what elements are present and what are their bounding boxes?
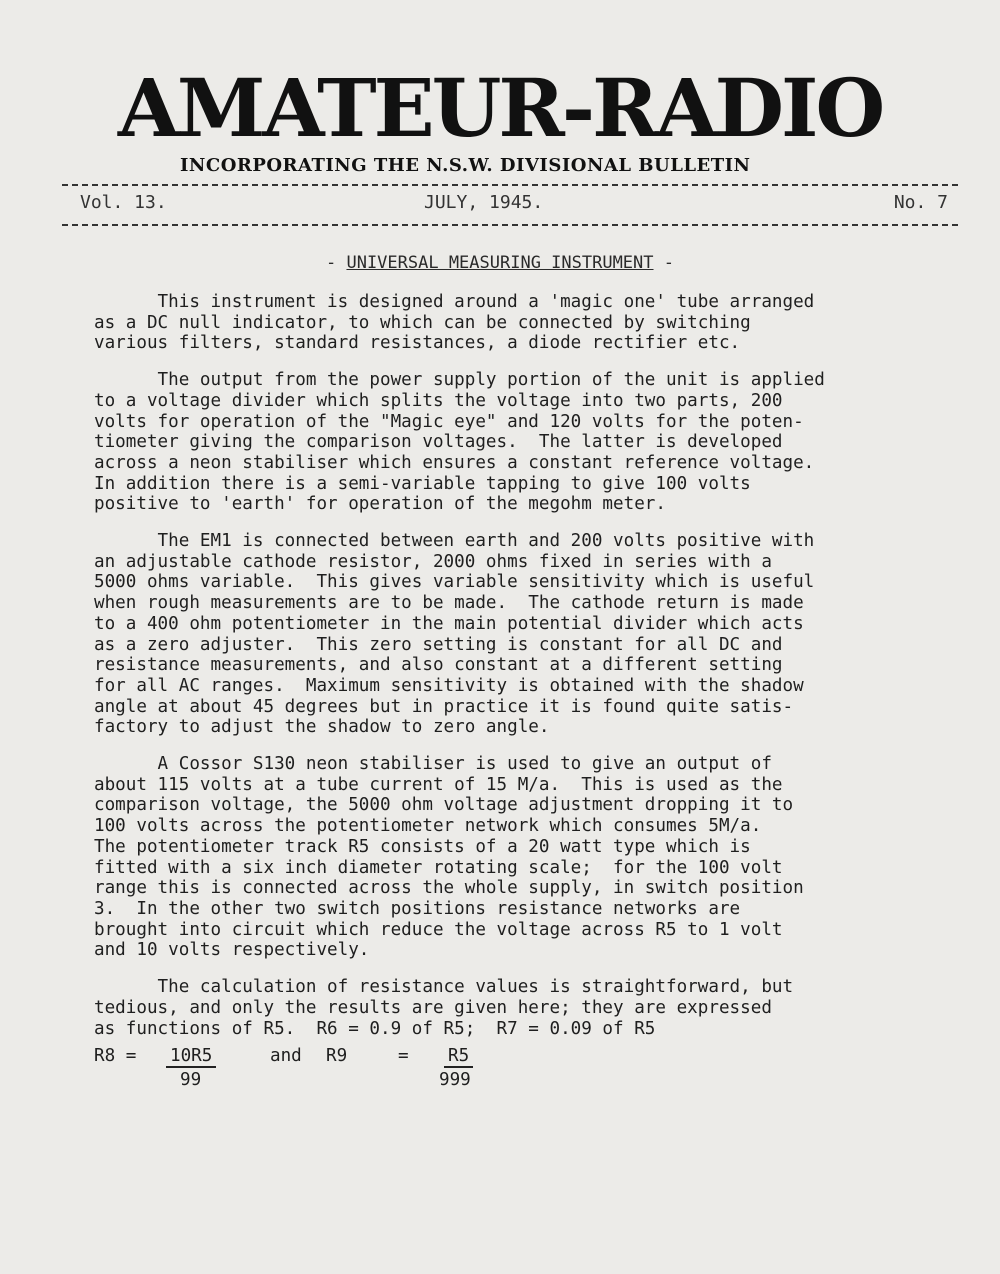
paragraph	[94, 531, 954, 738]
paragraph	[94, 977, 954, 1039]
paragraph-line: for all AC ranges. Maximum sensitivity is obtained with the shadow	[94, 675, 804, 696]
paragraph-line: 100 volts across the potentiometer network which consumes 5M/a.	[94, 816, 762, 837]
issue-number: No. 7	[893, 192, 948, 213]
paragraph	[94, 754, 954, 961]
paragraph-line: to a voltage divider which splits the voltage into two parts, 200	[94, 390, 783, 411]
paragraph	[94, 292, 954, 354]
article-title	[0, 253, 1000, 273]
paragraph-line: In addition there is a semi-variable tapping to give 100 volts	[94, 473, 751, 494]
article-title-suffix: -	[653, 253, 674, 273]
paragraph-line: tiometer giving the comparison voltages. The latter is developed	[94, 432, 783, 453]
r8-numerator: 10R5	[166, 1046, 216, 1068]
paragraph-line: range this is connected across the whole supply, in switch position	[94, 878, 804, 899]
issue-volume: Vol. 13.	[80, 192, 167, 213]
paragraph-line: various filters, standard resistances, a diode rectifier etc.	[94, 333, 741, 354]
paragraph-line: fitted with a six inch diameter rotating scale; for the 100 volt	[94, 857, 783, 878]
r9-denominator: 999	[439, 1070, 471, 1090]
masthead-subtitle: INCORPORATING THE N.S.W. DIVISIONAL BULLETIN	[180, 155, 751, 176]
paragraph-line: The calculation of resistance values is straightforward, but	[94, 977, 794, 998]
article-title-prefix: -	[325, 253, 347, 273]
paragraph-line: 5000 ohms variable. This gives variable sensitivity which is useful	[94, 572, 815, 593]
paragraph-line: resistance measurements, and also constant at a different setting	[94, 655, 783, 676]
paragraph-line: tedious, and only the results are given here; they are expressed	[94, 997, 772, 1018]
formula-and: and	[270, 1046, 302, 1066]
paragraph-line: 3. In the other two switch positions resistance networks are	[94, 898, 741, 919]
masthead-title: AMATEUR-RADIO	[117, 61, 883, 155]
r8-denominator: 99	[180, 1070, 202, 1090]
formula-line	[94, 1046, 694, 1096]
issue-date: JULY, 1945.	[424, 192, 544, 213]
article-title-text: UNIVERSAL MEASURING INSTRUMENT	[346, 253, 654, 273]
divider-bottom	[62, 224, 958, 226]
r9-equals: =	[398, 1046, 409, 1066]
paragraph-line: as a DC null indicator, to which can be connected by switching	[94, 312, 751, 333]
paragraph-line: factory to adjust the shadow to zero angle.	[94, 717, 550, 738]
r9-label: R9	[326, 1046, 348, 1066]
paragraph-line: an adjustable cathode resistor, 2000 ohms fixed in series with a	[94, 551, 772, 572]
paragraph-line: when rough measurements are to be made. The cathode return is made	[94, 593, 804, 614]
paragraph-line: The EM1 is connected between earth and 200 volts positive with	[94, 531, 815, 552]
paragraph-line: volts for operation of the "Magic eye" and 120 volts for the poten-	[94, 411, 804, 432]
paragraph-line: across a neon stabiliser which ensures a constant reference voltage.	[94, 452, 815, 473]
paragraph-line: brought into circuit which reduce the voltage across R5 to 1 volt	[94, 919, 783, 940]
paragraph-line: as a zero adjuster. This zero setting is constant for all DC and	[94, 634, 783, 655]
article-body	[94, 292, 954, 1055]
paragraph	[94, 370, 954, 515]
paragraph-line: A Cossor S130 neon stabiliser is used to give an output of	[94, 754, 772, 775]
paragraph-line: about 115 volts at a tube current of 15 M/a. This is used as the	[94, 774, 783, 795]
r9-numerator: R5	[444, 1046, 473, 1068]
paragraph-line: as functions of R5. R6 = 0.9 of R5; R7 = 0.09 of R5	[94, 1018, 656, 1039]
paragraph-line: angle at about 45 degrees but in practice it is found quite satis-	[94, 696, 794, 717]
paragraph-line: positive to 'earth' for operation of the megohm meter.	[94, 494, 666, 515]
paragraph-line: comparison voltage, the 5000 ohm voltage adjustment dropping it to	[94, 795, 794, 816]
divider-top	[62, 184, 958, 186]
paragraph-line: and 10 volts respectively.	[94, 940, 370, 961]
paragraph-line: to a 400 ohm potentiometer in the main potential divider which acts	[94, 613, 804, 634]
paragraph-line: This instrument is designed around a 'magic one' tube arranged	[94, 292, 815, 312]
r8-label: R8 =	[94, 1046, 137, 1066]
paragraph-line: The potentiometer track R5 consists of a 20 watt type which is	[94, 836, 751, 857]
paragraph-line: The output from the power supply portion of the unit is applied	[94, 370, 825, 391]
